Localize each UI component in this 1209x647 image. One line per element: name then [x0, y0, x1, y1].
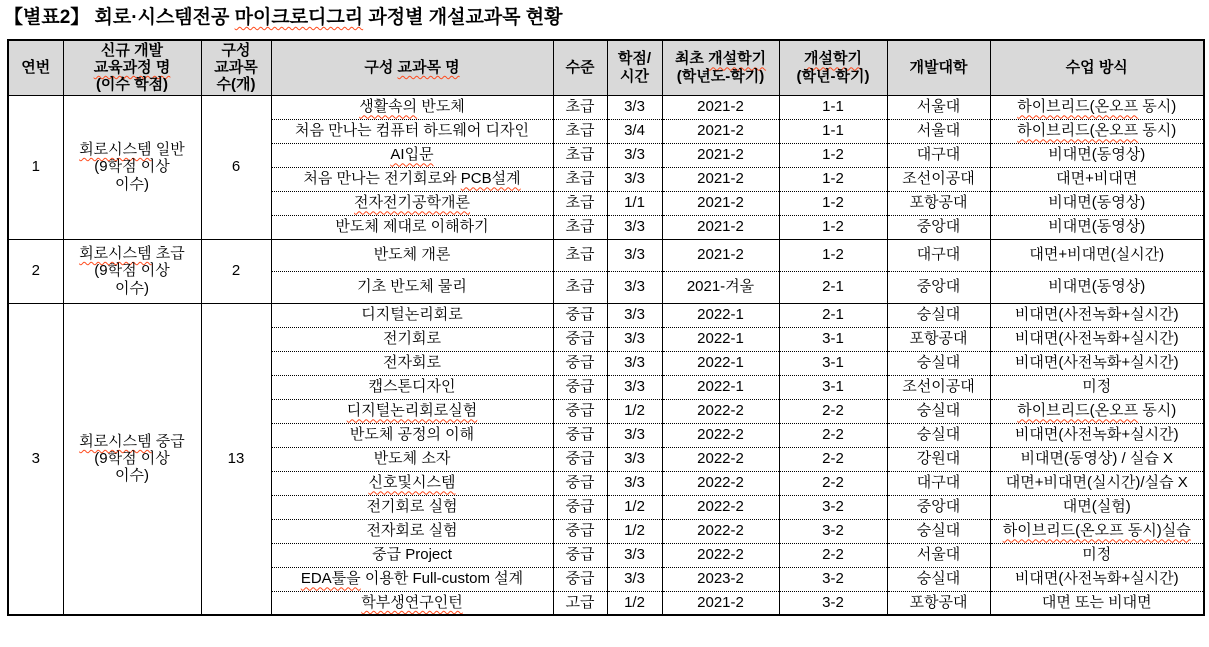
- level-cell: 초급: [553, 143, 607, 167]
- level-cell: 중급: [553, 567, 607, 591]
- semester-cell: 3-2: [779, 567, 887, 591]
- first-semester-cell: 2022-2: [662, 543, 779, 567]
- page-title: 【별표2】 회로·시스템전공 마이크로디그리 과정별 개설교과목 현황: [4, 7, 563, 28]
- first-semester-cell: 2022-1: [662, 375, 779, 399]
- credit-hours-cell: 1/1: [607, 191, 662, 215]
- spellcheck-mark: 마이크로디그리: [234, 7, 364, 28]
- header-cell-course-count: 구성 교과목 수(개): [201, 40, 271, 95]
- spellcheck-mark: 교육과정 명: [93, 59, 171, 77]
- course-name-cell: 반도체 제대로 이해하기: [271, 215, 553, 239]
- spellcheck-mark: 개설학기: [804, 50, 862, 68]
- method-cell: 비대면(동영상) / 실습 X: [990, 447, 1204, 471]
- course-name-cell: 생활속의 반도체: [271, 95, 553, 119]
- credit-hours-cell: 1/2: [607, 519, 662, 543]
- university-cell: 조선이공대: [887, 167, 990, 191]
- university-cell: 중앙대: [887, 271, 990, 303]
- credit-hours-cell: 3/3: [607, 327, 662, 351]
- spellcheck-mark: 생활속의: [359, 98, 418, 116]
- semester-cell: 2-1: [779, 271, 887, 303]
- spellcheck-mark: 회로시스템: [79, 245, 152, 263]
- header-cell-program-name: 신규 개발 교육과정 명 (이수 학점): [63, 40, 201, 95]
- method-cell: 비대면(동영상): [990, 191, 1204, 215]
- credit-hours-cell: 3/3: [607, 239, 662, 271]
- spellcheck-mark: AI입문: [390, 146, 434, 164]
- semester-cell: 3-2: [779, 591, 887, 615]
- university-cell: 대구대: [887, 471, 990, 495]
- first-semester-cell: 2021-2: [662, 95, 779, 119]
- course-name-cell: 전기회로 실험: [271, 495, 553, 519]
- spellcheck-mark: 학부생연구인턴: [361, 594, 463, 612]
- credit-hours-cell: 3/3: [607, 447, 662, 471]
- header-cell-semester: 개설학기 (학년-학기): [779, 40, 887, 95]
- course-name-cell: [271, 471, 553, 495]
- spellcheck-mark: 디지털논리회로실험: [346, 402, 478, 420]
- university-cell: 숭실대: [887, 519, 990, 543]
- first-semester-cell: 2021-2: [662, 591, 779, 615]
- credit-hours-cell: 3/3: [607, 375, 662, 399]
- level-cell: 중급: [553, 447, 607, 471]
- course-name-cell: 처음 만나는 컴퓨터 하드웨어 디자인: [271, 119, 553, 143]
- method-cell: 비대면(사전녹화+실시간): [990, 327, 1204, 351]
- level-cell: 초급: [553, 119, 607, 143]
- spellcheck-mark: 개설학기: [708, 50, 767, 68]
- university-cell: 중앙대: [887, 215, 990, 239]
- method-cell: 비대면(동영상): [990, 215, 1204, 239]
- semester-cell: 2-2: [779, 447, 887, 471]
- credit-hours-cell: 1/2: [607, 591, 662, 615]
- credit-hours-cell: 1/2: [607, 399, 662, 423]
- level-cell: 중급: [553, 375, 607, 399]
- table-header-row: [8, 40, 1204, 95]
- credit-hours-cell: 3/3: [607, 271, 662, 303]
- credit-hours-cell: 3/3: [607, 143, 662, 167]
- first-semester-cell: 2022-2: [662, 519, 779, 543]
- method-cell: 비대면(사전녹화+실시간): [990, 351, 1204, 375]
- table-body: [8, 95, 1204, 615]
- university-cell: 숭실대: [887, 567, 990, 591]
- course-name-cell: 전자회로 실험: [271, 519, 553, 543]
- header-cell-university: 개발대학: [887, 40, 990, 95]
- method-cell: 미정: [990, 375, 1204, 399]
- university-cell: 조선이공대: [887, 375, 990, 399]
- method-cell: 비대면(사전녹화+실시간): [990, 567, 1204, 591]
- course-row: [8, 239, 1204, 271]
- level-cell: 중급: [553, 399, 607, 423]
- university-cell: 대구대: [887, 239, 990, 271]
- method-cell: 비대면(사전녹화+실시간): [990, 303, 1204, 327]
- level-cell: 고급: [553, 591, 607, 615]
- program-name-cell: 회로시스템 일반 (9학점 이상 이수): [63, 95, 201, 239]
- first-semester-cell: 2023-2: [662, 567, 779, 591]
- level-cell: 중급: [553, 519, 607, 543]
- credit-hours-cell: 3/3: [607, 471, 662, 495]
- spellcheck-mark: EDA툴을: [300, 570, 361, 588]
- spellcheck-mark: 교과목 명: [397, 59, 460, 77]
- semester-cell: 2-2: [779, 543, 887, 567]
- course-count-cell: 13: [201, 303, 271, 615]
- method-cell: 하이브리드(온오프 동시): [990, 399, 1204, 423]
- first-semester-cell: 2022-1: [662, 351, 779, 375]
- method-cell: 대면(실험): [990, 495, 1204, 519]
- course-name-cell: 전기회로: [271, 327, 553, 351]
- semester-cell: 1-2: [779, 215, 887, 239]
- course-row: [8, 95, 1204, 119]
- level-cell: 초급: [553, 191, 607, 215]
- course-count-cell: 2: [201, 239, 271, 303]
- level-cell: 초급: [553, 239, 607, 271]
- method-cell: 비대면(동영상): [990, 143, 1204, 167]
- header-cell-first-semester: 최초 개설학기 (학년도-학기): [662, 40, 779, 95]
- course-name-cell: 캡스톤디자인: [271, 375, 553, 399]
- semester-cell: 1-2: [779, 239, 887, 271]
- university-cell: 숭실대: [887, 423, 990, 447]
- credit-hours-cell: 3/4: [607, 119, 662, 143]
- method-cell: 하이브리드(온오프 동시): [990, 95, 1204, 119]
- semester-cell: 1-1: [779, 95, 887, 119]
- level-cell: 중급: [553, 423, 607, 447]
- header-cell-level: 수준: [553, 40, 607, 95]
- course-name-cell: 반도체 개론: [271, 239, 553, 271]
- header-cell-course-name: 구성 교과목 명: [271, 40, 553, 95]
- method-cell: 비대면(동영상): [990, 271, 1204, 303]
- semester-cell: 3-1: [779, 327, 887, 351]
- first-semester-cell: 2022-2: [662, 423, 779, 447]
- method-cell: 대면+비대면: [990, 167, 1204, 191]
- spellcheck-mark: 하이브리드(온오프: [1017, 98, 1139, 116]
- course-name-cell: 전자회로: [271, 351, 553, 375]
- level-cell: 초급: [553, 95, 607, 119]
- first-semester-cell: 2021-2: [662, 239, 779, 271]
- first-semester-cell: 2021-겨울: [662, 271, 779, 303]
- first-semester-cell: 2022-1: [662, 303, 779, 327]
- credit-hours-cell: 3/3: [607, 167, 662, 191]
- first-semester-cell: 2021-2: [662, 167, 779, 191]
- header-cell-method: 수업 방식: [990, 40, 1204, 95]
- spellcheck-mark: PCB설계: [460, 170, 521, 188]
- semester-cell: 1-1: [779, 119, 887, 143]
- spellcheck-mark: 전자전기공학개론: [354, 194, 470, 212]
- level-cell: 초급: [553, 215, 607, 239]
- spellcheck-mark: 회로시스템: [79, 141, 152, 159]
- course-count-cell: 6: [201, 95, 271, 239]
- university-cell: 숭실대: [887, 399, 990, 423]
- semester-cell: 3-1: [779, 375, 887, 399]
- university-cell: 서울대: [887, 543, 990, 567]
- university-cell: 숭실대: [887, 303, 990, 327]
- level-cell: 중급: [553, 351, 607, 375]
- first-semester-cell: 2022-2: [662, 447, 779, 471]
- semester-cell: 2-2: [779, 399, 887, 423]
- course-name-cell: 처음 만나는 전기회로와 PCB설계: [271, 167, 553, 191]
- university-cell: 포항공대: [887, 591, 990, 615]
- university-cell: 포항공대: [887, 327, 990, 351]
- spellcheck-mark: 하이브리드(온오프: [1017, 402, 1139, 420]
- credit-hours-cell: 1/2: [607, 495, 662, 519]
- first-semester-cell: 2021-2: [662, 215, 779, 239]
- university-cell: 서울대: [887, 95, 990, 119]
- university-cell: 서울대: [887, 119, 990, 143]
- spellcheck-mark: 하이브리드(온오프 동시)실습: [1002, 522, 1191, 540]
- university-cell: 숭실대: [887, 351, 990, 375]
- course-name-cell: 반도체 소자: [271, 447, 553, 471]
- method-cell: 하이브리드(온오프 동시): [990, 119, 1204, 143]
- level-cell: 초급: [553, 271, 607, 303]
- method-cell: 비대면(사전녹화+실시간): [990, 423, 1204, 447]
- credit-hours-cell: 3/3: [607, 215, 662, 239]
- semester-cell: 1-2: [779, 167, 887, 191]
- first-semester-cell: 2021-2: [662, 191, 779, 215]
- course-name-cell: EDA툴을 이용한 Full-custom 설계: [271, 567, 553, 591]
- credit-hours-cell: 3/3: [607, 423, 662, 447]
- semester-cell: 1-2: [779, 143, 887, 167]
- credit-hours-cell: 3/3: [607, 351, 662, 375]
- semester-cell: 1-2: [779, 191, 887, 215]
- course-name-cell: 기초 반도체 물리: [271, 271, 553, 303]
- first-semester-cell: 2021-2: [662, 143, 779, 167]
- program-name-cell: 회로시스템 중급 (9학점 이상 이수): [63, 303, 201, 615]
- level-cell: 중급: [553, 543, 607, 567]
- university-cell: 대구대: [887, 143, 990, 167]
- course-row: [8, 303, 1204, 327]
- semester-cell: 2-2: [779, 423, 887, 447]
- method-cell: 미정: [990, 543, 1204, 567]
- university-cell: 강원대: [887, 447, 990, 471]
- semester-cell: 3-1: [779, 351, 887, 375]
- spellcheck-mark: 하이브리드(온오프: [1017, 122, 1139, 140]
- level-cell: 중급: [553, 495, 607, 519]
- curriculum-table: [7, 39, 1205, 616]
- course-name-cell: [271, 143, 553, 167]
- first-semester-cell: 2022-2: [662, 471, 779, 495]
- credit-hours-cell: 3/3: [607, 95, 662, 119]
- first-semester-cell: 2022-2: [662, 399, 779, 423]
- program-name-cell: 회로시스템 초급 (9학점 이상 이수): [63, 239, 201, 303]
- semester-cell: 2-2: [779, 471, 887, 495]
- first-semester-cell: 2022-1: [662, 327, 779, 351]
- course-name-cell: [271, 591, 553, 615]
- course-name-cell: 디지털논리회로: [271, 303, 553, 327]
- semester-cell: 3-2: [779, 519, 887, 543]
- row-no-cell: 2: [8, 239, 63, 303]
- university-cell: 중앙대: [887, 495, 990, 519]
- course-name-cell: [271, 191, 553, 215]
- method-cell: 대면 또는 비대면: [990, 591, 1204, 615]
- row-no-cell: 1: [8, 95, 63, 239]
- level-cell: 중급: [553, 471, 607, 495]
- first-semester-cell: 2022-2: [662, 495, 779, 519]
- semester-cell: 3-2: [779, 495, 887, 519]
- credit-hours-cell: 3/3: [607, 567, 662, 591]
- method-cell: 대면+비대면(실시간)/실습 X: [990, 471, 1204, 495]
- course-name-cell: [271, 399, 553, 423]
- header-cell-row-no: 연번: [8, 40, 63, 95]
- course-name-cell: 반도체 공정의 이해: [271, 423, 553, 447]
- level-cell: 중급: [553, 303, 607, 327]
- credit-hours-cell: 3/3: [607, 303, 662, 327]
- credit-hours-cell: 3/3: [607, 543, 662, 567]
- course-name-cell: 중급 Project: [271, 543, 553, 567]
- header-cell-credit-hours: 학점/ 시간: [607, 40, 662, 95]
- first-semester-cell: 2021-2: [662, 119, 779, 143]
- university-cell: 포항공대: [887, 191, 990, 215]
- spellcheck-mark: 회로시스템: [79, 432, 152, 450]
- level-cell: 중급: [553, 327, 607, 351]
- row-no-cell: 3: [8, 303, 63, 615]
- level-cell: 초급: [553, 167, 607, 191]
- method-cell: [990, 519, 1204, 543]
- method-cell: 대면+비대면(실시간): [990, 239, 1204, 271]
- semester-cell: 2-1: [779, 303, 887, 327]
- spellcheck-mark: 신호및시스템: [368, 474, 456, 492]
